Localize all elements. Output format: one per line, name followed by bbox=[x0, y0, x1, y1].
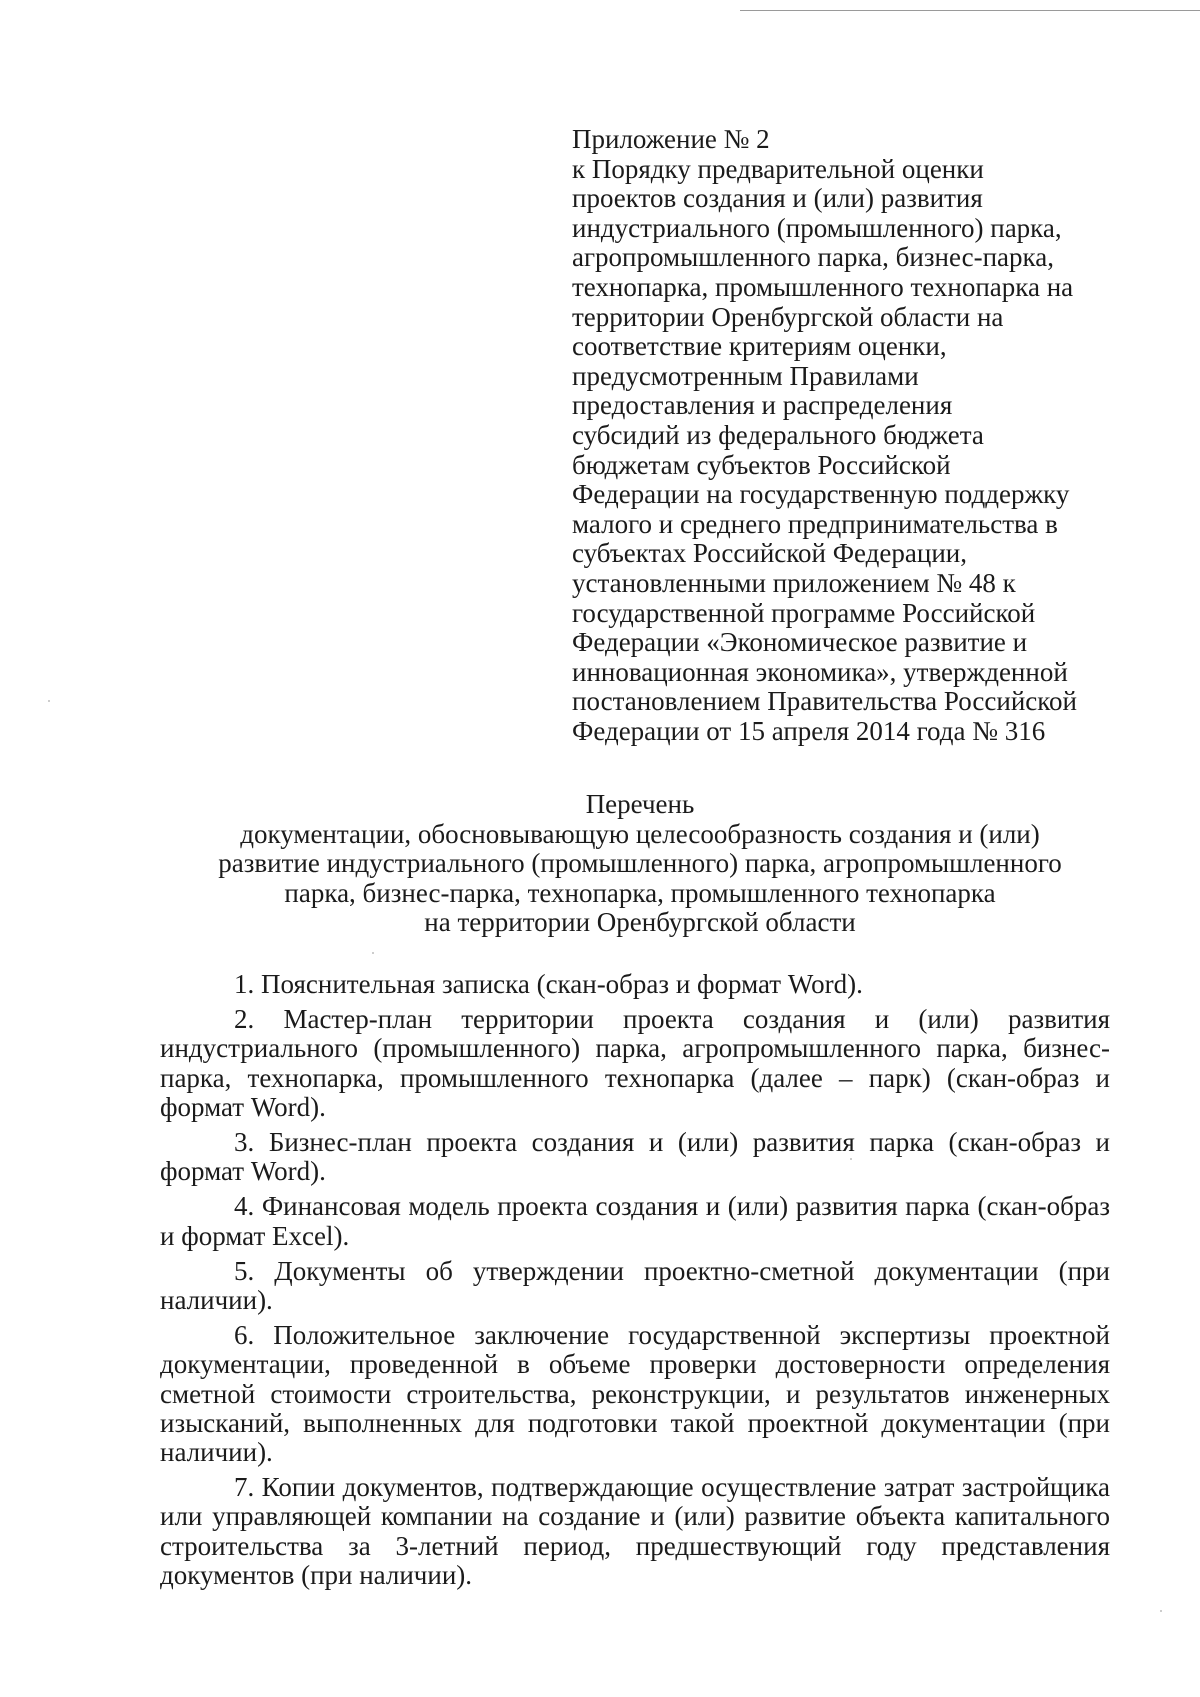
list-item bbox=[160, 1128, 1110, 1186]
item-number: 4. bbox=[234, 1191, 255, 1222]
item-number: 2. bbox=[234, 1004, 255, 1035]
appendix-line: малого и среднего предпринимательства в bbox=[572, 508, 1058, 539]
item-text: Копии документов, подтверждающие осуществление затрат застройщика или управляющей компании на создание и (или) развитие объекта капитального строительства за 3-летний период, предшествующий году представления документов (при наличии). bbox=[160, 1472, 1110, 1590]
item-number: 3. bbox=[234, 1127, 255, 1158]
appendix-line: постановлением Правительства Российской bbox=[572, 686, 1077, 717]
item-text: Мастер-план территории проекта создания и (или) развития индустриального (промышленного) парка, агропромышленного парка, бизнес-парка, технопарка, промышленного технопарка (далее – парк) (скан-образ и формат Word). bbox=[160, 1004, 1110, 1122]
appendix-line: территории Оренбургской области на bbox=[572, 301, 1004, 332]
list-item bbox=[160, 1005, 1110, 1122]
appendix-line: Федерации от 15 апреля 2014 года № 316 bbox=[572, 715, 1046, 746]
appendix-line: индустриального (промышленного) парка, bbox=[572, 212, 1062, 243]
title-line: документации, обосновывающую целесообразность создания и (или) bbox=[240, 818, 1040, 849]
appendix-line: субъектах Российской Федерации, bbox=[572, 538, 967, 569]
list-item bbox=[160, 1473, 1110, 1590]
appendix-line: Федерации на государственную поддержку bbox=[572, 479, 1070, 510]
appendix-line: субсидий из федерального бюджета bbox=[572, 419, 984, 450]
list-item bbox=[160, 1257, 1110, 1315]
appendix-header bbox=[572, 125, 1132, 746]
appendix-line: Приложение № 2 bbox=[572, 124, 770, 154]
list-item bbox=[160, 1192, 1110, 1250]
appendix-line: соответствие критериям оценки, bbox=[572, 331, 947, 362]
appendix-line: к Порядку предварительной оценки bbox=[572, 153, 984, 184]
document-title bbox=[160, 790, 1120, 938]
appendix-line: технопарка, промышленного технопарка на bbox=[572, 271, 1074, 302]
appendix-line: Федерации «Экономическое развитие и bbox=[572, 627, 1028, 658]
scan-speck bbox=[48, 700, 50, 702]
scan-edge-line bbox=[740, 10, 1200, 11]
scan-speck bbox=[1160, 1610, 1162, 1612]
item-text: Пояснительная записка (скан-образ и формат Word). bbox=[261, 969, 863, 999]
list-item bbox=[160, 970, 1110, 999]
document-list bbox=[160, 970, 1110, 1596]
title-line: парка, бизнес-парка, технопарка, промышленного технопарка bbox=[284, 877, 996, 908]
appendix-line: агропромышленного парка, бизнес-парка, bbox=[572, 242, 1054, 273]
title-heading: Перечень bbox=[585, 789, 695, 819]
item-number: 1. bbox=[234, 969, 255, 999]
item-number: 6. bbox=[234, 1320, 255, 1351]
title-line: на территории Оренбургской области bbox=[424, 907, 856, 937]
item-number: 5. bbox=[234, 1255, 255, 1286]
item-text: Бизнес-план проекта создания и (или) развития парка (скан-образ и формат Word). bbox=[160, 1127, 1111, 1187]
item-text: Положительное заключение государственной экспертизы проектной документации, проведенной в объеме проверки достоверности определения сметной стоимости строительства, реконструкции, и результатов инженерных изысканий, выполненных для подготовки такой проектной документации (при наличии). bbox=[160, 1320, 1110, 1468]
appendix-line: инновационная экономика», утвержденной bbox=[572, 656, 1068, 687]
title-line: развитие индустриального (промышленного) парка, агропромышленного bbox=[218, 848, 1062, 878]
list-item bbox=[160, 1321, 1110, 1467]
item-text: Документы об утверждении проектно-сметной документации (при наличии). bbox=[160, 1255, 1111, 1316]
scan-speck bbox=[850, 1158, 852, 1160]
item-text: Финансовая модель проекта создания и (или) развития парка (скан-образ и формат Excel). bbox=[160, 1191, 1110, 1251]
appendix-line: установленными приложением № 48 к bbox=[572, 567, 1016, 598]
appendix-line: предоставления и распределения bbox=[572, 390, 953, 421]
appendix-line: бюджетам субъектов Российской bbox=[572, 449, 951, 480]
item-number: 7. bbox=[234, 1472, 255, 1503]
appendix-line: проектов создания и (или) развития bbox=[572, 183, 983, 214]
appendix-line: государственной программе Российской bbox=[572, 597, 1036, 628]
appendix-line: предусмотренным Правилами bbox=[572, 360, 919, 391]
scan-speck bbox=[372, 952, 374, 954]
